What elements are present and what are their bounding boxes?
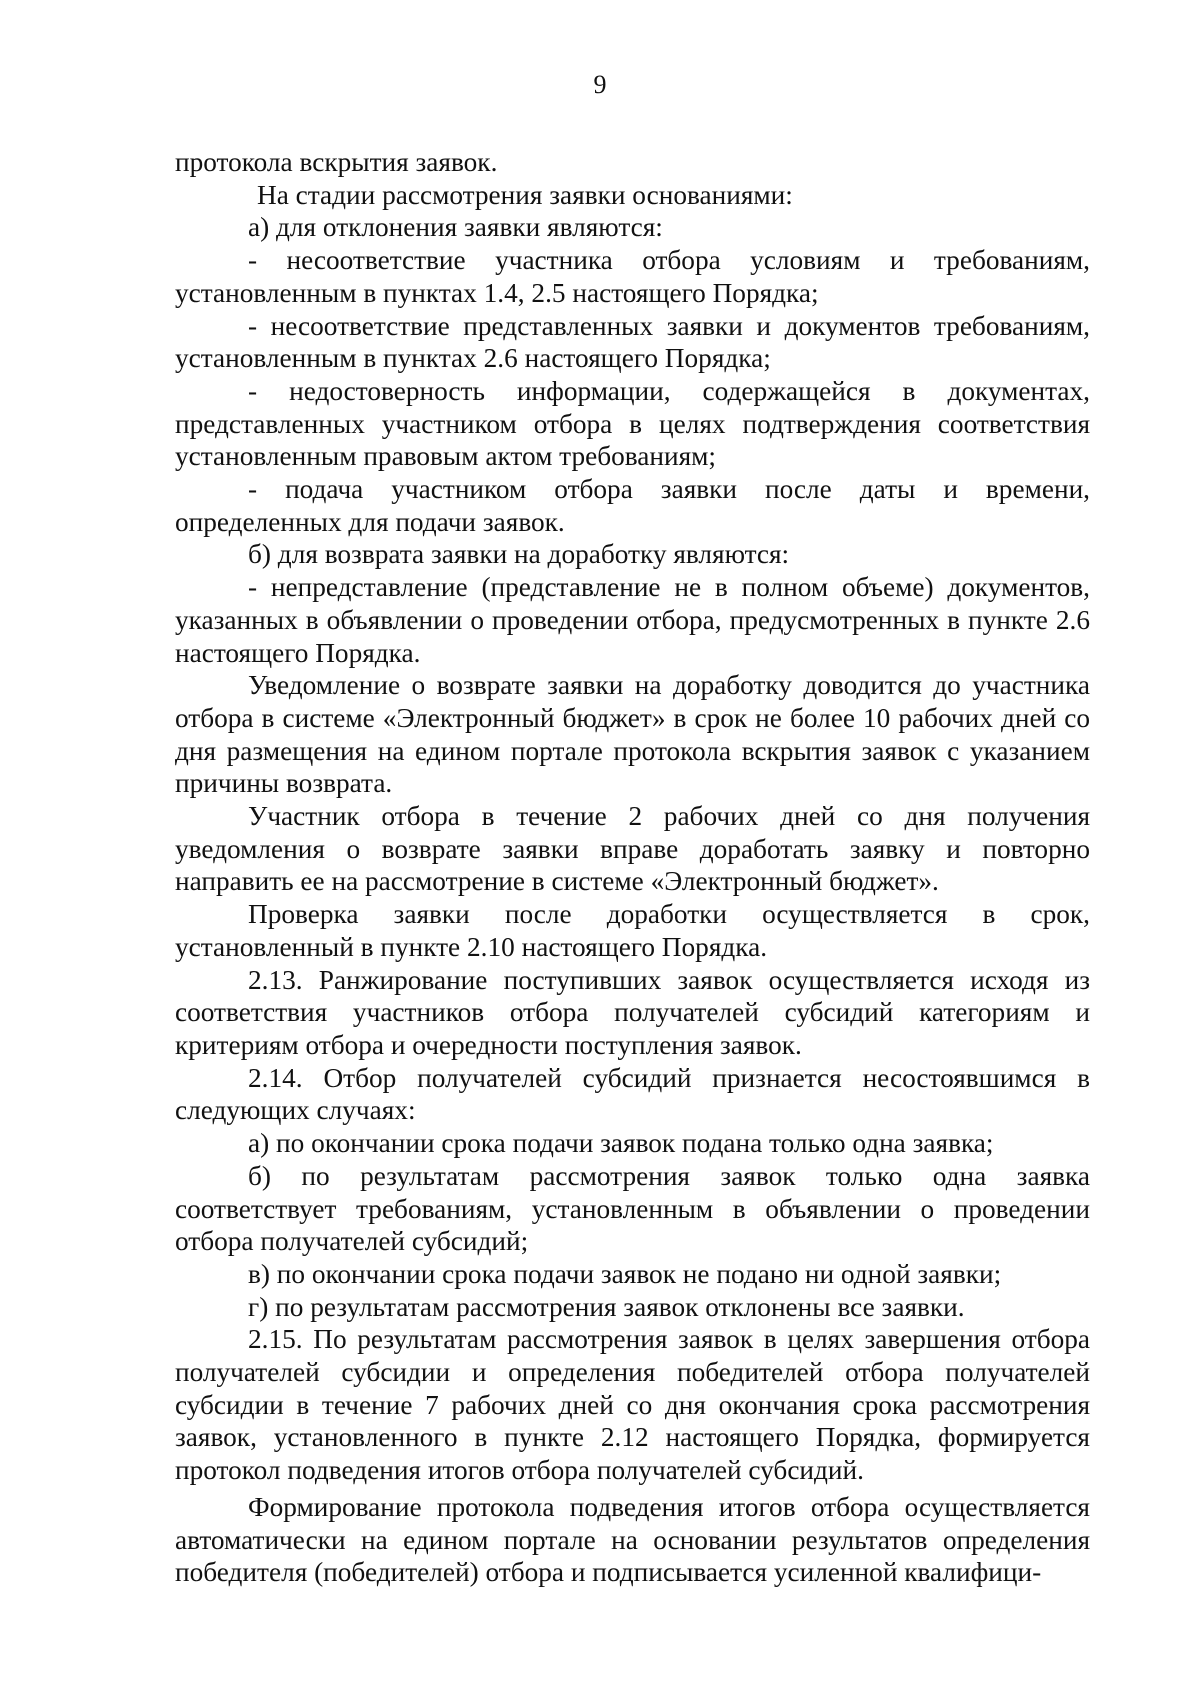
paragraph: - подача участником отбора заявки после даты и времени, определенных для подачи заявок.: [175, 474, 1090, 537]
paragraph: - несоответствие участника отбора условиям и требованиям, установленным в пунктах 1.4, 2.5 настоящего Порядка;: [175, 245, 1090, 308]
paragraph: б) для возврата заявки на доработку являются:: [248, 539, 790, 570]
paragraph: Формирование протокола подведения итогов отбора осуществляется автоматически на едином портале на основании результатов определения победителя (победителей) отбора и подписывается усиленной квалифици-: [175, 1491, 1090, 1588]
paragraph: Проверка заявки после доработки осуществляется в срок, установленный в пункте 2.10 настоящего Порядка.: [175, 899, 1090, 962]
paragraph: г) по результатам рассмотрения заявок отклонены все заявки.: [248, 1291, 965, 1322]
paragraph: 2.13. Ранжирование поступивших заявок осуществляется исходя из соответствия участников отбора получателей субсидий категориям и критериям отбора и очередности поступления заявок.: [175, 964, 1090, 1060]
paragraph: протокола вскрытия заявок.: [175, 147, 498, 177]
page-number: 9: [593, 70, 607, 99]
paragraph: 2.14. Отбор получателей субсидий признается несостоявшимся в следующих случаях:: [175, 1062, 1090, 1126]
paragraph: - недостоверность информации, содержащейся в документах, представленных участником отбора в целях подтверждения соответствия установленным правовым актом требованиям;: [175, 375, 1090, 472]
document-body: [175, 146, 1090, 1589]
paragraph: а) по окончании срока подачи заявок подана только одна заявка;: [248, 1128, 994, 1159]
paragraph: 2.15. По результатам рассмотрения заявок в целях завершения отбора получателей субсидии и определения победителей отбора получателей субсидии в течение 7 рабочих дней со дня окончания срока рассмотрения заявок, установленного в пункте 2.12 настоящего Порядка, формируется протокол подведения итогов отбора получателей субсидий.: [175, 1324, 1090, 1486]
paragraph: б) по результатам рассмотрения заявок только одна заявка соответствует требованиям, установленным в объявлении о проведении отбора получателей субсидий;: [175, 1160, 1090, 1257]
paragraph: Участник отбора в течение 2 рабочих дней со дня получения уведомления о возврате заявки вправе доработать заявку и повторно направить ее на рассмотрение в системе «Электронный бюджет».: [175, 801, 1090, 897]
paragraph: в) по окончании срока подачи заявок не подано ни одной заявки;: [248, 1258, 1002, 1289]
paragraph: - несоответствие представленных заявки и документов требованиям, установленным в пунктах 2.6 настоящего Порядка;: [175, 310, 1090, 374]
paragraph: - непредставление (представление не в полном объеме) документов, указанных в объявлении о проведении отбора, предусмотренных в пункте 2.6 настоящего Порядка.: [175, 572, 1090, 668]
paragraph: На стадии рассмотрения заявки основаниями:: [257, 179, 793, 210]
paragraph: Уведомление о возврате заявки на доработку доводится до участника отбора в системе «Электронный бюджет» в срок не более 10 рабочих дней со дня размещения на едином портале протокола вскрытия заявок с указанием причины возврата.: [175, 670, 1090, 799]
paragraph: а) для отклонения заявки являются:: [248, 212, 663, 243]
